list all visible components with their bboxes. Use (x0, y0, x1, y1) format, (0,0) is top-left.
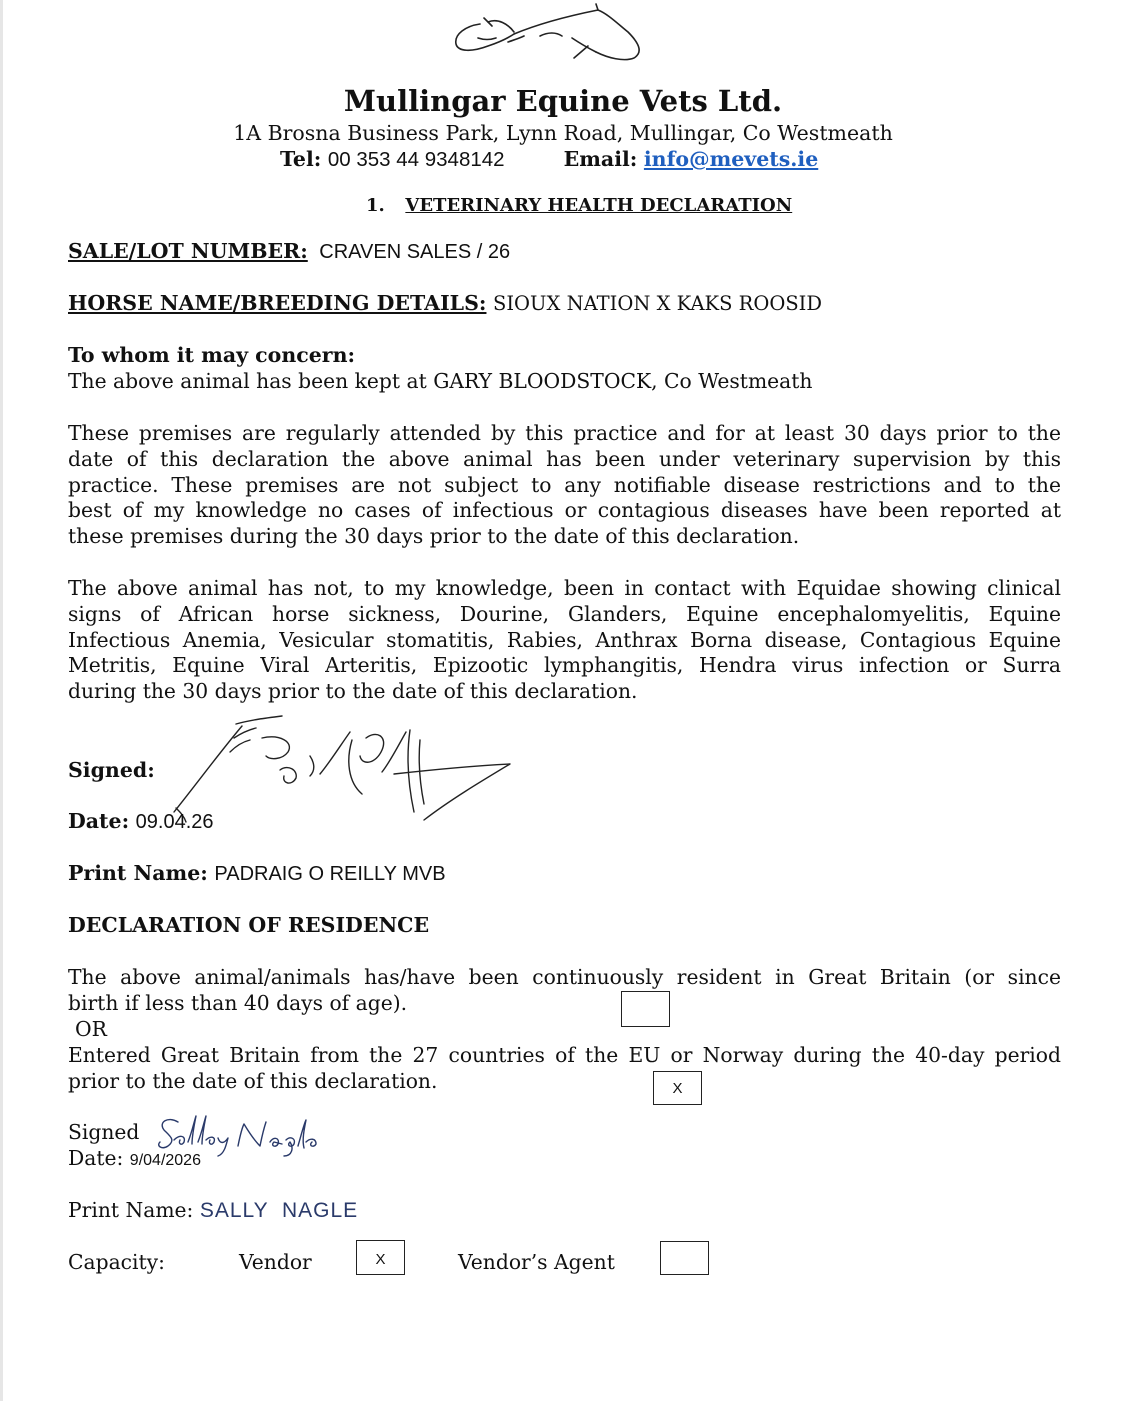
residence-option-2 (68, 1043, 1061, 1095)
paragraph-line: Entered Great Britain from the 27 countries of the EU or Norway during the 40-day period (68, 1043, 1061, 1067)
vet-date-label: Date: (68, 809, 130, 833)
paragraph-line: Infectious Anemia, Vesicular stomatitis, Rabies, Anthrax Borna disease, Contagious Equine (68, 627, 1061, 652)
agent-option-label: Vendor’s Agent (458, 1250, 615, 1274)
vendor-print-name-row (68, 1198, 358, 1223)
paragraph-line: birth if less than 40 days of age). (68, 990, 408, 1015)
residence-title: DECLARATION OF RESIDENCE (68, 913, 430, 937)
vet-signed-label: Signed: (68, 758, 155, 782)
vendor-option-label: Vendor (239, 1250, 312, 1274)
tel-label: Tel: (280, 147, 322, 171)
vet-signature (170, 712, 520, 827)
sale-lot-label: SALE/LOT NUMBER: (68, 239, 308, 263)
horse-row (68, 291, 822, 315)
page-edge-shadow (0, 0, 3, 1401)
email-label: Email: (563, 147, 638, 171)
supervision-paragraph (68, 421, 1061, 550)
horse-value: SIOUX NATION X KAKS ROOSID (493, 292, 823, 315)
or-text: OR (75, 1017, 107, 1041)
vet-date-value: 09.04.26 (135, 811, 214, 833)
paragraph-line: best of my knowledge no cases of infectious or contagious diseases have been reported at (68, 498, 1061, 523)
vet-print-name-row (68, 861, 446, 886)
paragraph-line: these premises during the 30 days prior to the date of this declaration. (68, 524, 800, 549)
declaration-number: 1. (366, 195, 385, 216)
entered-gb-checkbox[interactable]: X (653, 1071, 702, 1105)
declaration-title (366, 195, 792, 216)
paragraph-line: signs of African horse sickness, Dourine, Glanders, Equine encephalomyelitis, Equine (68, 601, 1061, 626)
disease-paragraph (68, 576, 1061, 705)
salutation: To whom it may concern: (68, 343, 356, 367)
sale-lot-row (68, 239, 510, 264)
contact-line (280, 147, 818, 172)
vet-date-row (68, 809, 214, 834)
paragraph-line: practice. These premises are not subject to any notifiable disease restrictions and to the (68, 472, 1061, 497)
paragraph-line: The above animal has not, to my knowledge, been in contact with Equidae showing clinical (68, 576, 1061, 600)
paragraph-line: These premises are regularly attended by this practice and for at least 30 days prior to the (68, 421, 1061, 445)
email-link[interactable]: info@mevets.ie (643, 147, 819, 171)
paragraph-line: The above animal/animals has/have been continuously resident in Great Britain (or since (68, 965, 1061, 989)
tel-value: 00 353 44 9348142 (327, 148, 505, 171)
paragraph-line: during the 30 days prior to the date of this declaration. (68, 679, 638, 704)
vendor-checkbox[interactable]: X (356, 1240, 405, 1275)
paragraph-line: Metritis, Equine Viral Arteritis, Epizootic lymphangitis, Hendra virus infection or Surra (68, 653, 1061, 678)
horse-logo-icon (448, 2, 652, 68)
vendor-date-row (68, 1146, 201, 1170)
resident-checkbox[interactable] (621, 991, 670, 1027)
company-address: 1A Brosna Business Park, Lynn Road, Mullingar, Co Westmeath (233, 121, 893, 145)
vet-print-name-label: Print Name: (68, 861, 208, 885)
sale-lot-value: CRAVEN SALES / 26 (319, 241, 511, 263)
horse-label: HORSE NAME/BREEDING DETAILS: (68, 291, 487, 315)
vendor-signed-label: Signed (68, 1120, 140, 1144)
paragraph-line: prior to the date of this declaration. (68, 1068, 438, 1093)
paragraph-line: date of this declaration the above animal has been under veterinary supervision by this (68, 446, 1061, 471)
vendor-print-name-label: Print Name: (68, 1198, 194, 1222)
residence-option-1 (68, 965, 1061, 1017)
vendor-date-label: Date: (68, 1146, 124, 1170)
vendor-date-value: 9/04/2026 (129, 1152, 201, 1169)
company-name: Mullingar Equine Vets Ltd. (343, 84, 783, 118)
kept-at-text: The above animal has been kept at GARY BLOODSTOCK, Co Westmeath (68, 369, 813, 393)
vet-print-name-value: PADRAIG O REILLY MVB (214, 863, 446, 885)
declaration-title-text: VETERINARY HEALTH DECLARATION (405, 195, 793, 216)
agent-checkbox[interactable] (660, 1241, 709, 1275)
capacity-label: Capacity: (68, 1250, 165, 1274)
vendor-print-name-value: SALLY NAGLE (199, 1199, 359, 1222)
